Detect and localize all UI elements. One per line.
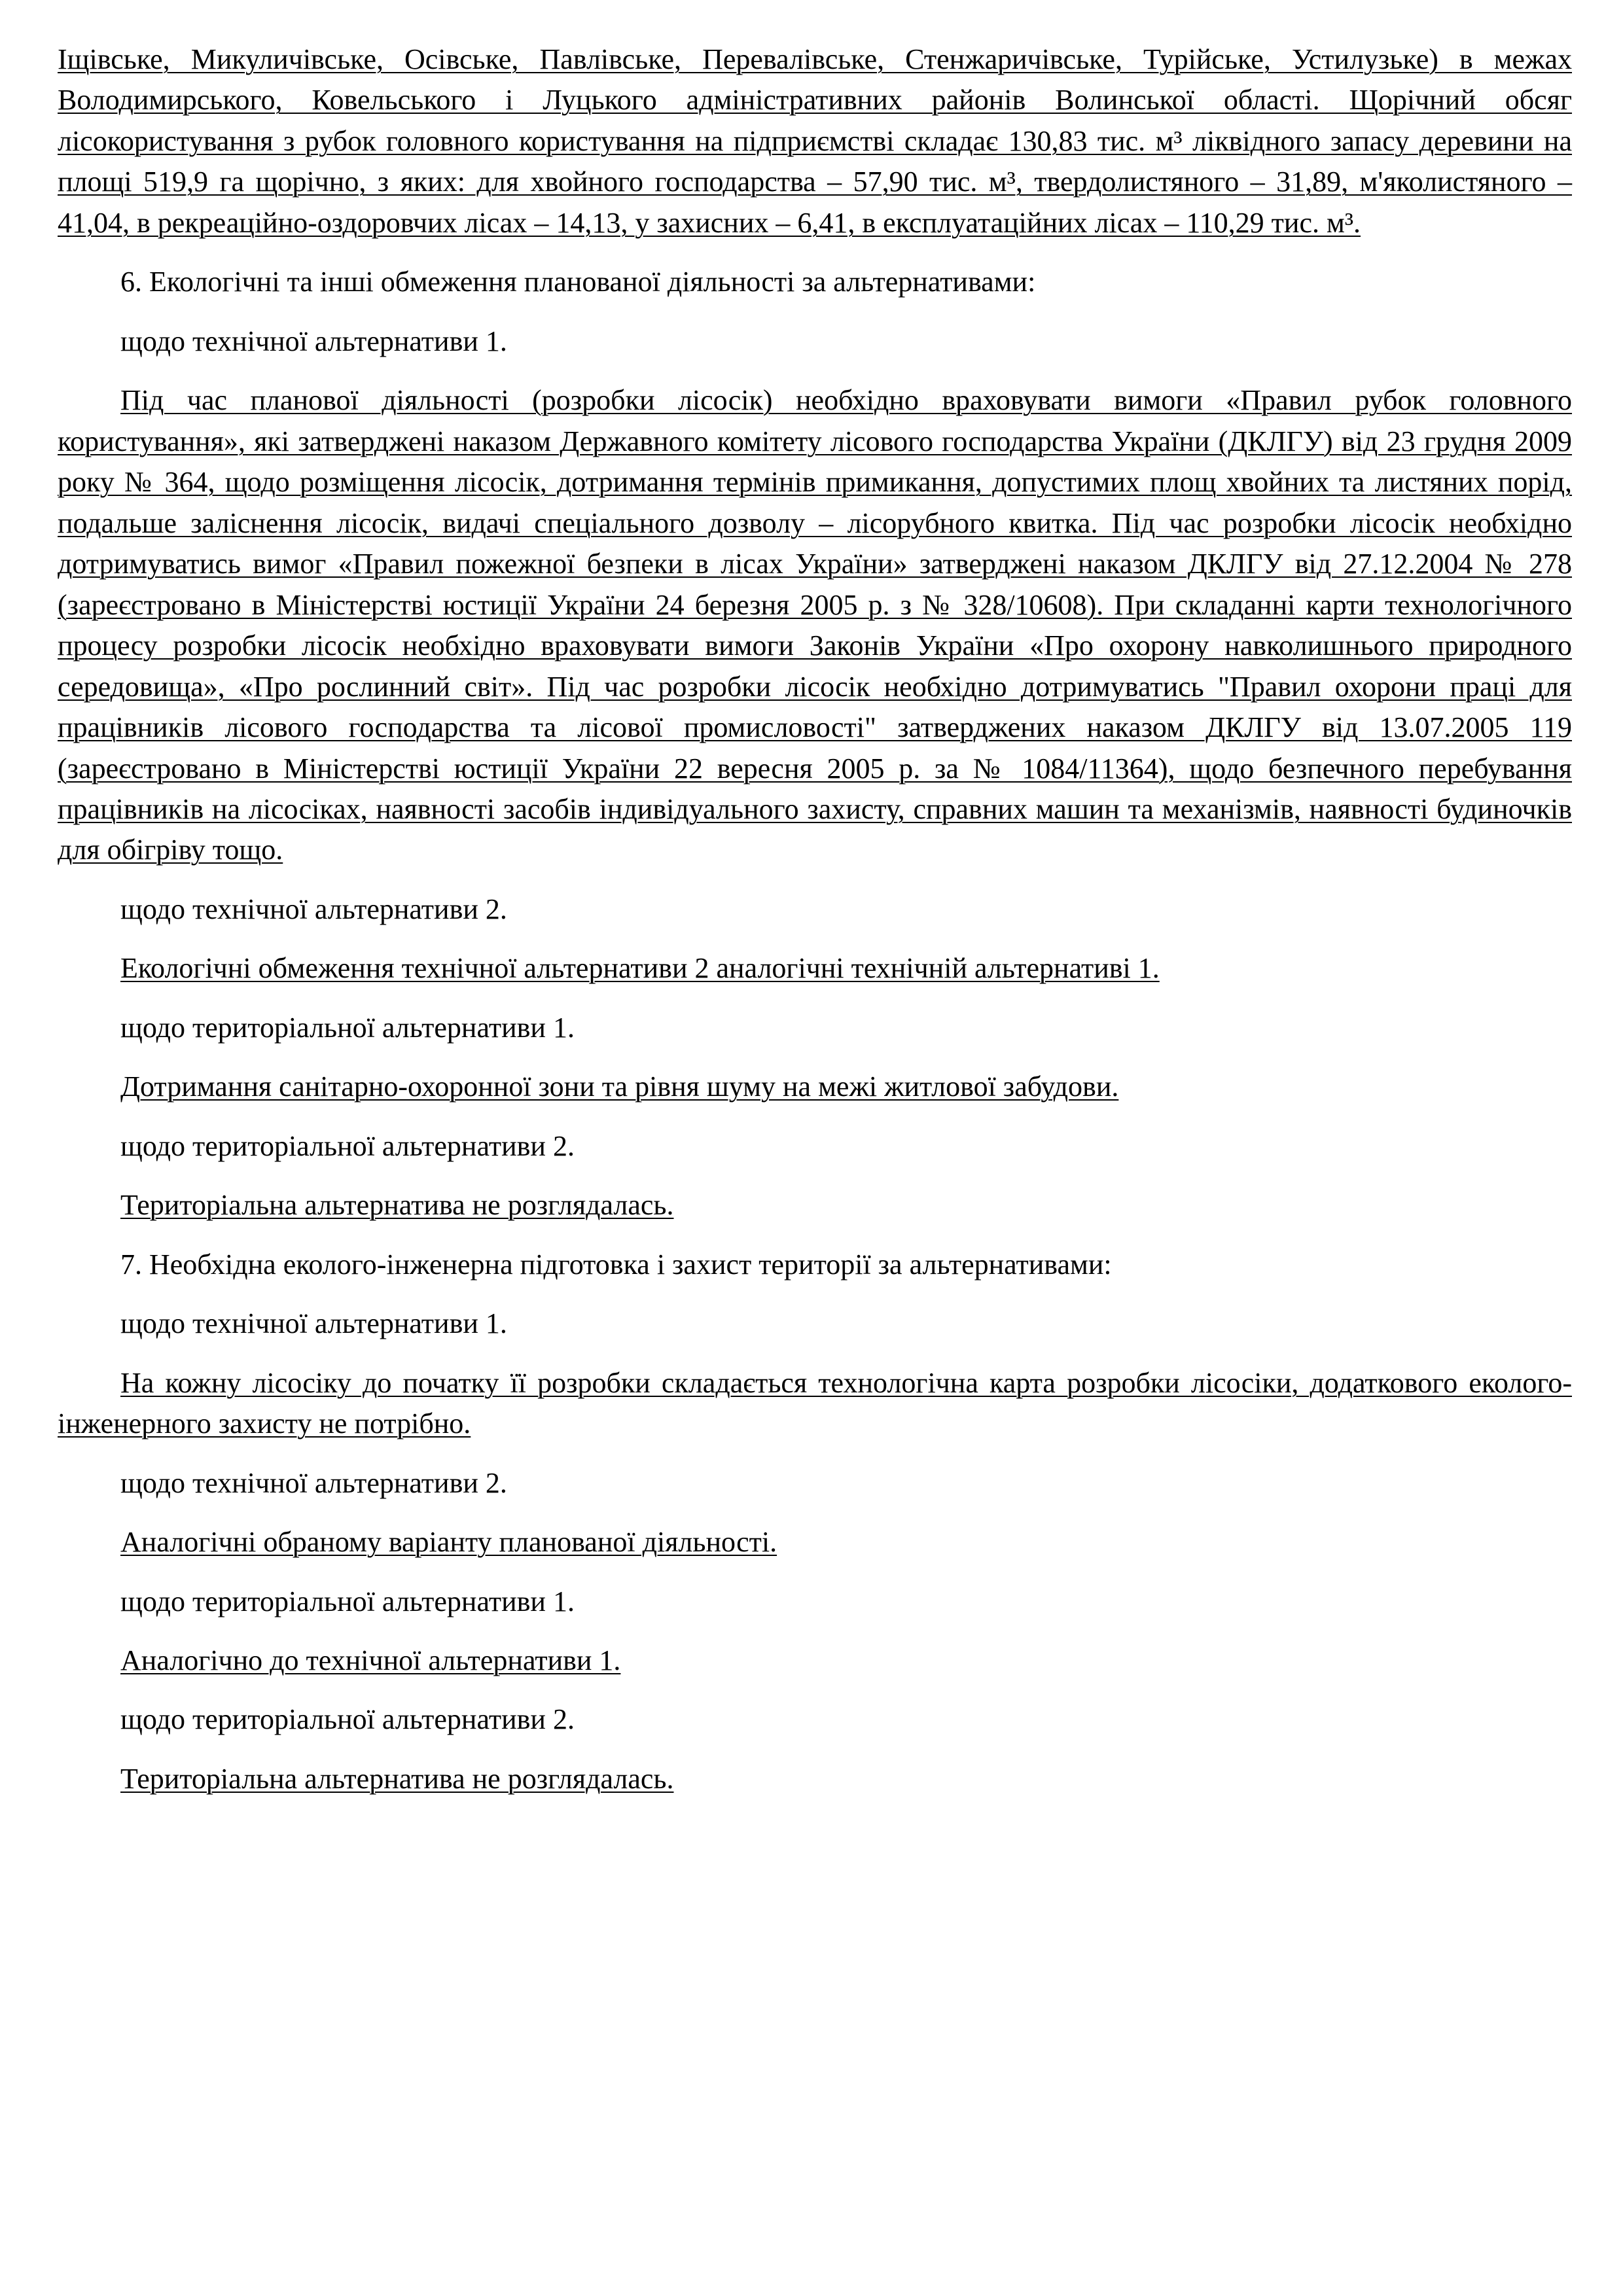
label-item-6-tech-alt-2: щодо технічної альтернативи 2.	[120, 892, 507, 925]
body-item-6-tech-alt-2: Екологічні обмеження технічної альтернативи 2 аналогічні технічній альтернативі 1.	[120, 952, 1160, 985]
paragraph-intro-continuation: Іщівське, Микуличівське, Осівське, Павлівське, Перевалівське, Стенжаричівське, Турійське, Устилузьке) в межах Володимирського, Ковельського і Луцького адміністративних районів Волинської області. Щорічний обсяг лісокористування з рубок головного користування на підприємстві складає 130,83 тис. м³ ліквідного запасу деревини на площі 519,9 га щорічно, з яких: для хвойного господарства – 57,90 тис. м³, твердолистяного – 31,89, м'яколистяного – 41,04, в рекреаційно-оздоровчих лісах – 14,13, у захисних – 6,41, в експлуатаційних лісах – 110,29 тис. м³.	[58, 43, 1572, 239]
body-item-6-terr-alt-2: Територіальна альтернатива не розглядалась.	[120, 1189, 674, 1222]
label-item-7-tech-alt-1: щодо технічної альтернативи 1.	[120, 1307, 507, 1340]
heading-item-7: 7. Необхідна еколого-інженерна підготовка і захист території за альтернативами:	[120, 1248, 1112, 1280]
body-item-7-tech-alt-1: На кожну лісосіку до початку її розробки складається технологічна карта розробки лісосіки, додаткового еколого-інженерного захисту не потрібно.	[58, 1366, 1572, 1440]
label-item-6-terr-alt-2: щодо територіальної альтернативи 2.	[120, 1129, 575, 1162]
label-item-7-terr-alt-1: щодо територіальної альтернативи 1.	[120, 1585, 575, 1617]
heading-item-6: 6. Екологічні та інші обмеження планованої діяльності за альтернативами:	[120, 266, 1036, 298]
body-item-7-terr-alt-2: Територіальна альтернатива не розглядалась.	[120, 1762, 674, 1795]
body-item-6-tech-alt-1: Під час планової діяльності (розробки лісосік) необхідно враховувати вимоги «Правил рубок головного користування», які затверджені наказом Державного комітету лісового господарства України (ДКЛГУ) від 23 грудня 2009 року № 364, щодо розміщення лісосік, дотримання термінів примикання, допустимих площ хвойних та листяних порід, подальше заліснення лісосік, видачі спеціального дозволу – лісорубного квитка. Під час розробки лісосік необхідно дотримуватись вимог «Правил пожежної безпеки в лісах України» затверджені наказом ДКЛГУ від 27.12.2004 № 278 (зареєстровано в Міністерстві юстиції України 24 березня 2005 р. з № 328/10608). При складанні карти технологічного процесу розробки лісосік необхідно враховувати вимоги Законів України «Про охорону навколишнього природного середовища», «Про рослинний світ». Під час розробки лісосік необхідно дотримуватись "Правил охорони праці для працівників лісового господарства та лісової промисловості" затверджених наказом ДКЛГУ від 13.07.2005 119 (зареєстровано в Міністерстві юстиції України 22 вересня 2005 р. за № 1084/11364), щодо безпечного перебування працівників на лісосіках, наявності засобів індивідуального захисту, справних машин та механізмів, наявності будиночків для обігріву тощо.	[58, 384, 1572, 866]
body-item-7-terr-alt-1: Аналогічно до технічної альтернативи 1.	[120, 1644, 621, 1676]
label-item-7-terr-alt-2: щодо територіальної альтернативи 2.	[120, 1703, 575, 1736]
label-item-7-tech-alt-2: щодо технічної альтернативи 2.	[120, 1466, 507, 1499]
body-item-6-terr-alt-1: Дотримання санітарно-охоронної зони та рівня шуму на межі житлової забудови.	[120, 1070, 1119, 1103]
label-item-6-terr-alt-1: щодо територіальної альтернативи 1.	[120, 1011, 575, 1044]
body-item-7-tech-alt-2: Аналогічні обраному варіанту планованої діяльності.	[120, 1526, 777, 1559]
label-item-6-tech-alt-1: щодо технічної альтернативи 1.	[120, 325, 507, 357]
